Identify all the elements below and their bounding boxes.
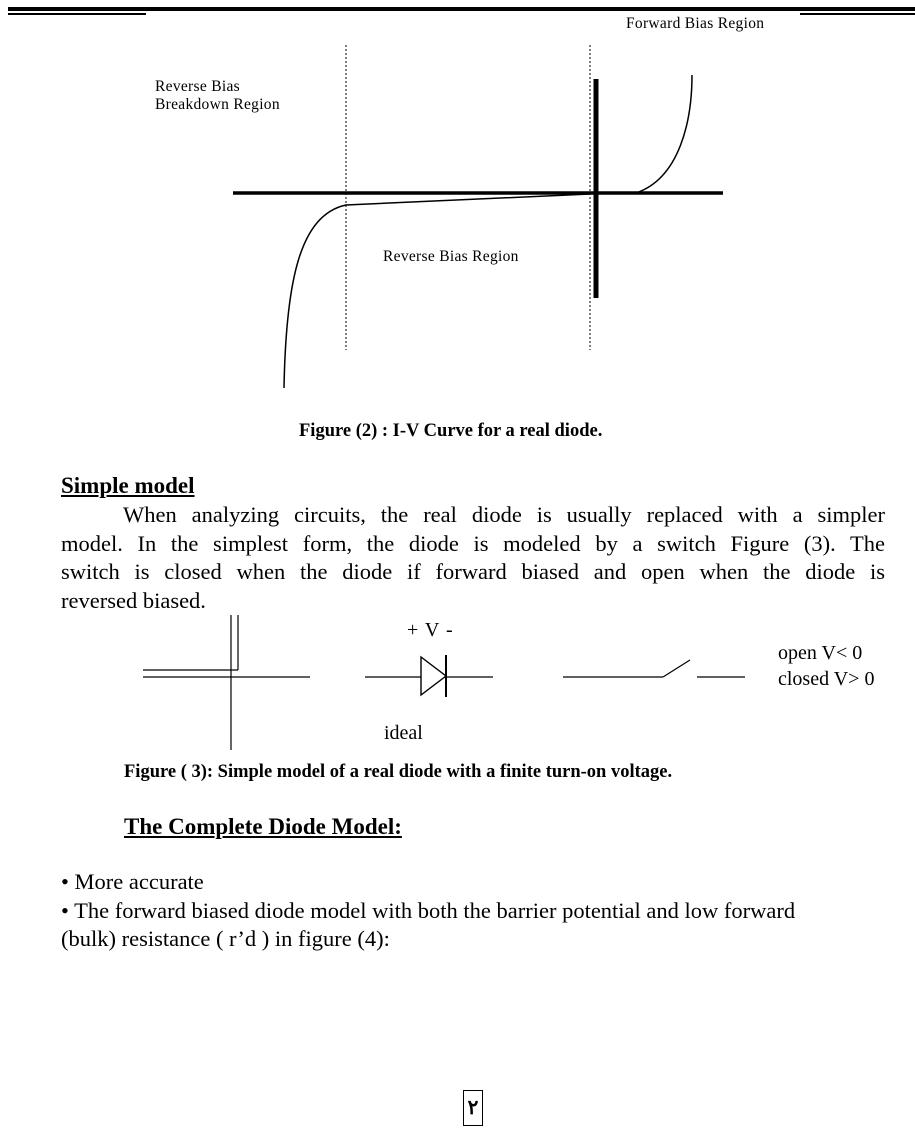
simple-model-heading: Simple model (61, 473, 195, 498)
paragraph-line: model. In the simplest form, the diode is modeled by a switch Figure (3). The (61, 530, 885, 556)
voltage-polarity-label: + V - (407, 619, 454, 641)
breakdown-label-line2: Breakdown Region (155, 96, 280, 113)
iv-curve-figure (0, 0, 915, 400)
page-number: ٢ (463, 1090, 483, 1126)
closed-condition-label: closed V> 0 (778, 668, 875, 690)
reverse-bias-label: Reverse Bias Region (383, 248, 519, 265)
forward-bias-label: Forward Bias Region (626, 15, 765, 32)
bullet-continuation: (bulk) resistance ( r’d ) in figure (4): (61, 926, 390, 952)
paragraph-line: switch is closed when the diode if forward biased and open when the diode is (61, 559, 885, 585)
complete-model-list (61, 868, 885, 954)
open-condition-label: open V< 0 (778, 642, 863, 664)
paragraph-line: reversed biased. (61, 587, 206, 613)
bullet-item: • More accurate (61, 869, 204, 894)
paragraph-line: When analyzing circuits, the real diode is usually replaced with a simpler (123, 502, 885, 527)
ideal-label: ideal (384, 722, 423, 744)
figure2-caption: Figure (2) : I-V Curve for a real diode. (299, 421, 603, 441)
diode-triangle (421, 657, 446, 695)
reverse-bias-curve (284, 194, 590, 388)
forward-bias-curve (636, 75, 692, 193)
figure3-caption: Figure ( 3): Simple model of a real diode with a finite turn-on voltage. (124, 762, 673, 782)
switch-blade (663, 660, 690, 677)
complete-model-heading: The Complete Diode Model: (124, 814, 402, 839)
bullet-item: • The forward biased diode model with both the barrier potential and low forward (61, 897, 796, 923)
simple-model-paragraph (61, 501, 885, 615)
breakdown-label-line1: Reverse Bias (155, 78, 240, 95)
